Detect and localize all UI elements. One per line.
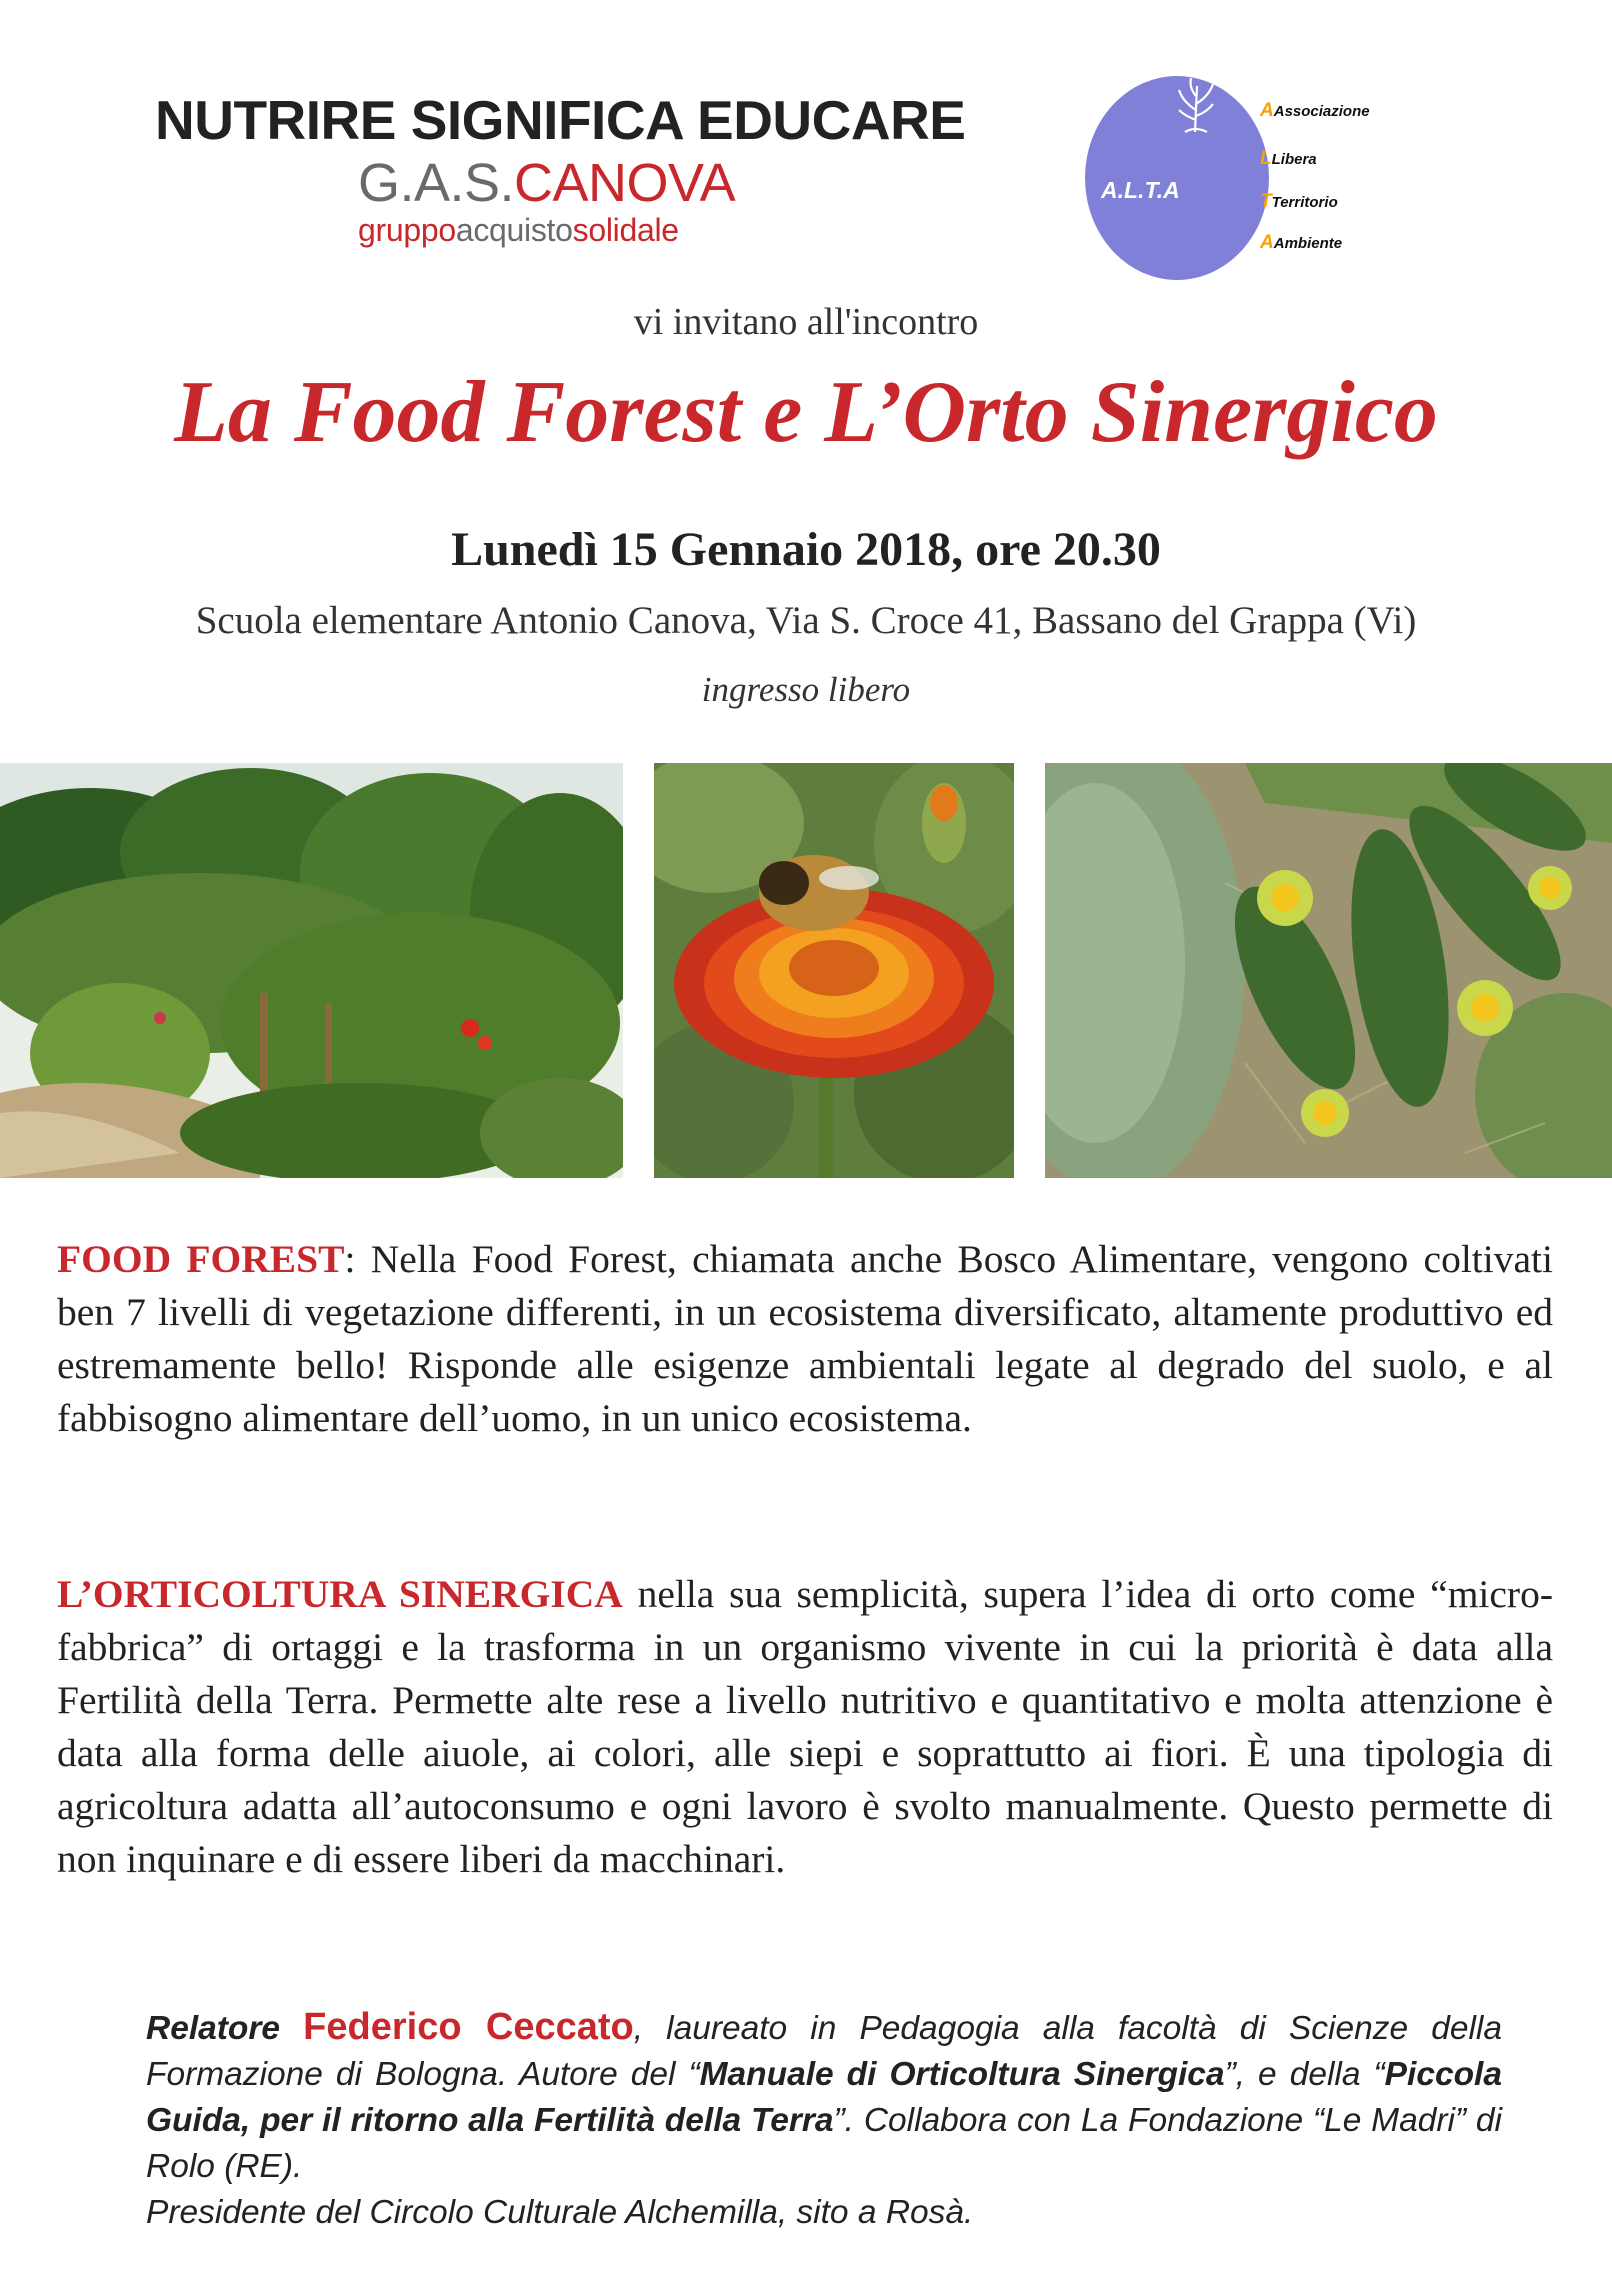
book-title-1: Manuale di Orticoltura Sinergica	[699, 2056, 1225, 2093]
header-title: NUTRIRE SIGNIFICA EDUCARE	[155, 89, 966, 151]
gas-name	[358, 152, 735, 214]
event-date: Lunedì 15 Gennaio 2018, ore 20.30	[451, 523, 1161, 576]
orticoltura-text: nella sua semplicità, supera l’idea di orto come “micro-fabbrica” di ortaggi e la trasforma in un organismo vivente in cui la priorità è data alla Fertilità della Terra. Permette alte rese a livello nutritivo e quantitativo e molta attenzione è data alla forma delle aiuole, ai colori, alle siepi e soprattutto ai fiori. È una tipologia di agricoltura adatta all’autoconsumo e ogni lavoro è svolto manualmente. Questo permette di non inquinare e di essere liberi da macchinari.	[57, 1572, 1553, 1881]
gas-subtitle	[358, 212, 679, 249]
alta-logo	[1085, 70, 1385, 280]
speaker-bio	[146, 2004, 1502, 2236]
logo-word-territorio: TTerritorio	[1260, 191, 1338, 212]
gas-sub-solidale: solidale	[572, 212, 679, 248]
zucchini-photo	[1045, 763, 1612, 1178]
gas-prefix: G.A.S.	[358, 153, 515, 213]
speaker-text-1: , laureato in Pedagogia alla facoltà di Scienze della Formazione di Bologna. Autore del “	[146, 2010, 1502, 2093]
food-forest-text: : Nella Food Forest, chiamata anche Bosco Alimentare, vengono coltivati ben 7 livelli di vegetazione differenti, in un ecosistema diversificato, altamente produttivo ed estremamente bello! Risponde alle esigenze ambientali legate al degrado del suolo, e al fabbisogno alimentare dell’uomo, in un unico ecosistema.	[57, 1237, 1553, 1440]
speaker-text-3: ”. Collabora con La Fondazione “Le Madri” di Rolo (RE).	[146, 2102, 1503, 2185]
orticoltura-label: L’ORTICOLTURA SINERGICA	[57, 1572, 623, 1616]
gas-canova: CANOVA	[514, 153, 736, 213]
event-venue: Scuola elementare Antonio Canova, Via S. Croce 41, Bassano del Grappa (Vi)	[195, 599, 1417, 642]
logo-word-libera: LLibera	[1260, 148, 1317, 169]
speaker-text-4: Presidente del Circolo Culturale Alchemilla, sito a Rosà.	[146, 2194, 974, 2231]
orticoltura-paragraph	[57, 1568, 1553, 1886]
invite-line: vi invitano all'incontro	[633, 301, 979, 343]
logo-word-ambiente: AAmbiente	[1260, 232, 1343, 253]
entry-note: ingresso libero	[701, 670, 911, 709]
book-title-2: Piccola Guida, per il ritorno alla Fertilità della Terra	[146, 2056, 1502, 2139]
speaker-role: Relatore	[146, 2010, 281, 2047]
marigold-bee-photo	[654, 763, 1014, 1178]
logo-acronym: A.L.T.A	[1101, 177, 1180, 203]
event-title: La Food Forest e L’Orto Sinergico	[174, 364, 1438, 461]
logo-word-associazione: AAssociazione	[1260, 100, 1370, 121]
speaker-text-2: ”, e della “	[1224, 2056, 1385, 2093]
speaker-name: Federico Ceccato	[303, 2006, 634, 2048]
food-forest-photo	[0, 763, 623, 1178]
food-forest-paragraph	[57, 1233, 1553, 1445]
food-forest-label: FOOD FOREST	[57, 1237, 345, 1281]
gas-sub-gruppo: gruppo	[358, 212, 456, 248]
gas-sub-acquisto: acquisto	[455, 212, 573, 248]
